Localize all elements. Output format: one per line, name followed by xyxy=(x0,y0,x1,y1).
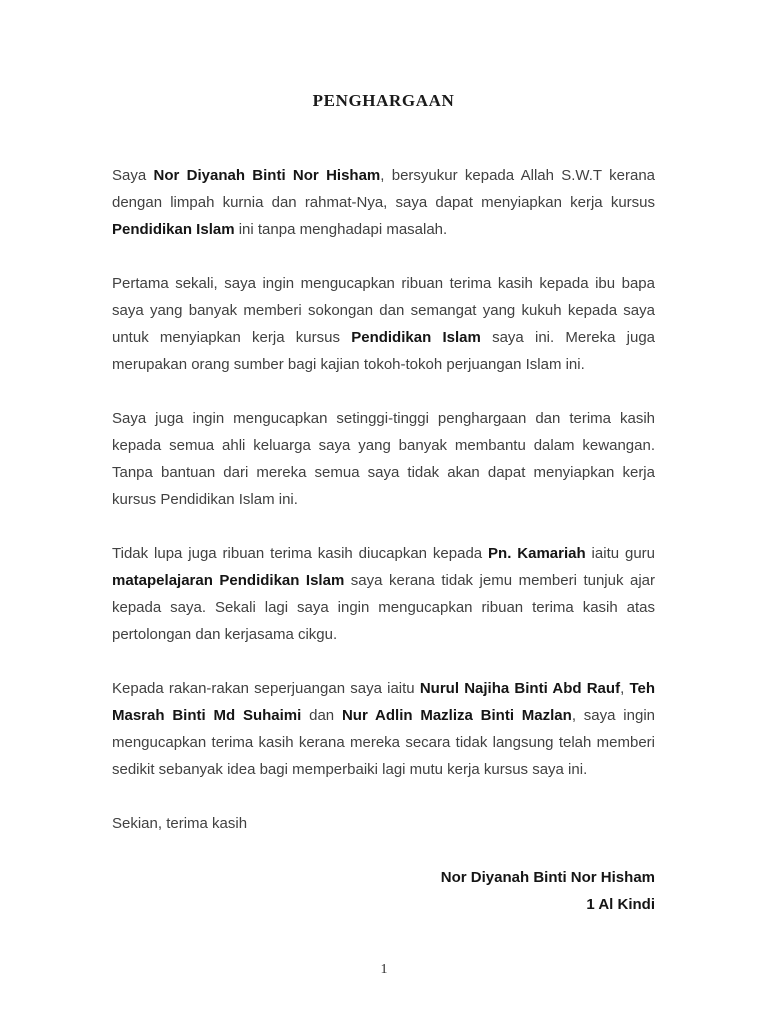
text-segment: , bersyukur kepada Allah S.W.T kerana dengan limpah kurnia dan rahmat-Nya, saya dapat menyiapkan kerja kursus xyxy=(112,167,655,211)
paragraph-2 xyxy=(112,270,655,378)
text-segment: , saya ingin mengucapkan terima kasih kerana mereka secara tidak langsung telah memberi sedikit sebanyak idea bagi memperbaiki lagi mutu kerja kursus saya ini. xyxy=(112,707,655,778)
text-segment: ini tanpa menghadapi masalah. xyxy=(234,221,448,238)
page-number: 1 xyxy=(380,962,388,977)
text-segment: Saya xyxy=(112,167,154,184)
text-segment: dan xyxy=(301,707,342,724)
text-segment: Kepada rakan-rakan seperjuangan saya iaitu xyxy=(112,680,420,697)
teacher-name-bold: Pn. Kamariah xyxy=(488,545,586,562)
paragraph-3 xyxy=(112,405,655,513)
signature-name: Nor Diyanah Binti Nor Hisham xyxy=(440,869,655,886)
paragraph-4 xyxy=(112,540,655,648)
text-segment: saya kerana tidak jemu memberi tunjuk ajar kepada saya. Sekali lagi saya ingin mengucapkan ribuan terima kasih atas pertolongan dan kerjasama cikgu. xyxy=(112,572,655,643)
closing-line: Sekian, terima kasih xyxy=(112,815,248,832)
text-segment: Pertama sekali, saya ingin mengucapkan ribuan terima kasih kepada ibu bapa saya yang banyak memberi sokongan dan semangat yang kukuh kepada saya untuk menyiapkan kerja kursus xyxy=(112,275,655,346)
signature-block xyxy=(112,864,655,918)
friend-name-bold: Nurul Najiha Binti Abd Rauf xyxy=(419,680,621,697)
subject-name-bold: Pendidikan Islam xyxy=(112,221,235,238)
friend-name-bold: Nur Adlin Mazliza Binti Mazlan xyxy=(341,707,572,724)
page-title: PENGHARGAAN xyxy=(312,91,455,110)
text-segment: iaitu guru xyxy=(585,545,655,562)
paragraph-5 xyxy=(112,675,655,783)
subject-name-bold: matapelajaran Pendidikan Islam xyxy=(112,572,345,589)
friend-name-bold: Teh Masrah Binti Md Suhaimi xyxy=(112,680,655,724)
subject-name-bold: Pendidikan Islam xyxy=(351,329,481,346)
text-segment: Tidak lupa juga ribuan terima kasih diucapkan kepada xyxy=(112,545,489,562)
paragraph-1 xyxy=(112,162,655,243)
text-segment: Saya juga ingin mengucapkan setinggi-tinggi penghargaan dan terima kasih kepada semua ahli keluarga saya yang banyak membantu dalam kewangan. Tanpa bantuan dari mereka semua saya tidak akan dapat menyiapkan kerja kursus Pendidikan Islam ini. xyxy=(112,410,655,508)
text-segment: saya ini. Mereka juga merupakan orang sumber bagi kajian tokoh-tokoh perjuangan Islam ini. xyxy=(112,329,656,373)
document-content xyxy=(112,0,655,918)
student-name-bold: Nor Diyanah Binti Nor Hisham xyxy=(153,167,381,184)
signature-class: 1 Al Kindi xyxy=(586,896,655,913)
text-segment: , xyxy=(620,680,630,697)
